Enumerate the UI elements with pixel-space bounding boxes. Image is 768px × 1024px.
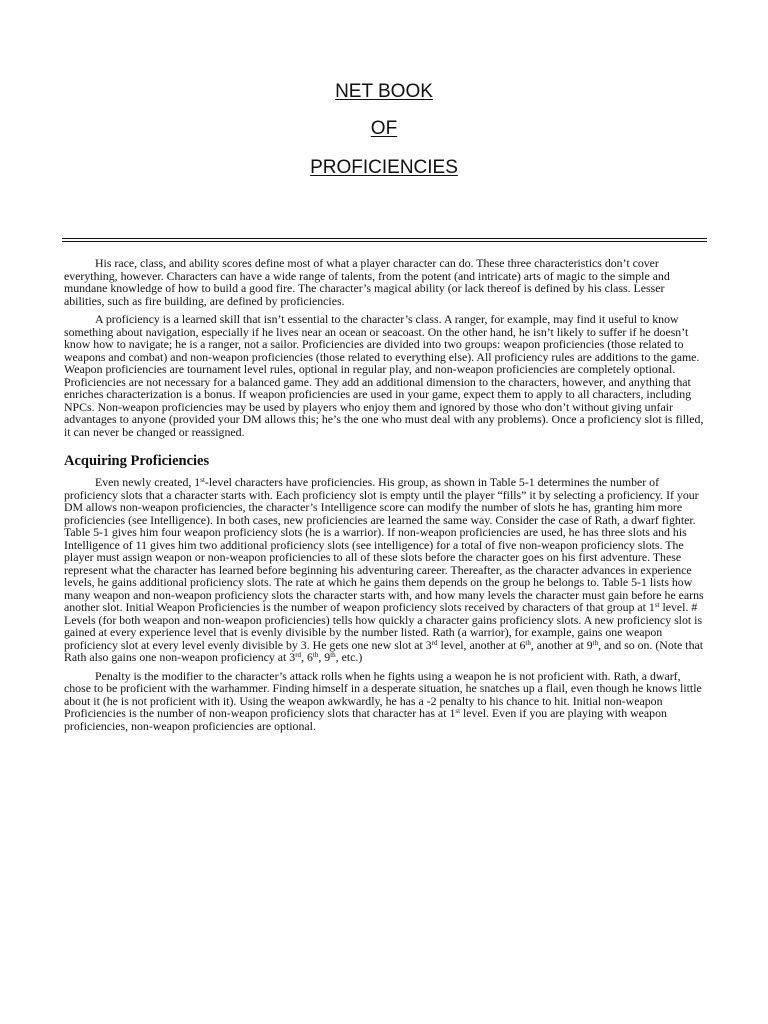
intro-paragraph-2: A proficiency is a learned skill that isn’t essential to the character’s class. A ranger, for example, may find it useful to know something about navigation, especially if he lives near an ocean or seacoast. On the other hand, he isn’t likely to suffer if he doesn’t know how to navigate; he is a ranger, not a sailor. Proficiencies are divided into two groups: weapon proficiencies (those related to weapons and combat) and non-weapon proficiencies (those related to everything else). All proficiency rules are additions to the game. Weapon proficiencies are tournament level rules, optional in regular play, and non-weapon proficiencies are completely optional. Proficiencies are not necessary for a balanced game. They add an additional dimension to the characters, however, and anything that enriches characterization is a bonus. If weapon proficiencies are used in your game, expect them to apply to all characters, including NPCs. Non-weapon proficiencies may be used by players who enjoy them and ignored by those who don’t without giving unfair advantages to anyone (provided your DM allows this; he’s the one who must deal with any problems). Once a proficiency slot is filled, it can never be changed or reassigned. [64,312,704,439]
title-divider-top [62,238,707,239]
title-line-2: OF [370,118,398,139]
title-line-1: NET BOOK [335,81,433,102]
intro-paragraph-1: His race, class, and ability scores define most of what a player character can do. These three characteristics don’t cover everything, however. Characters can have a wide range of talents, from the potent (and intricate) arts of magic to the simple and mundane knowledge of how to build a good fire. The character’s magical ability (or lack thereof is defined by his class. Lesser abilities, such as fire building, are defined by proficiencies. [64,256,670,308]
document-title [0,82,768,178]
title-divider-bottom [62,241,707,242]
section-heading: Acquiring Proficiencies [64,453,210,469]
section-paragraph-1: Even newly created, 1st-level characters have proficiencies. His group, as shown in Table 5-1 determines the number of proficiency slots that a character starts with. Each proficiency slot is empty until the player “fills” it by selecting a proficiency. If your DM allows non-weapon proficiencies, the character’s Intelligence score can modify the number of slots he has, granting him more proficiencies (see Intelligence). In both cases, new proficiencies are learned the same way. Consider the case of Rath, a dwarf fighter. Table 5-1 gives him four weapon proficiency slots (he is a warrior). If non-weapon proficiencies are used, he has three slots and his Intelligence of 11 gives him two additional proficiency slots (see intelligence) for a total of five non-weapon proficiency slots. The player must assign weapon or non-weapon proficiencies to all of these slots before the character goes on his first adventure. These represent what the character has learned before beginning his adventuring career. Thereafter, as the character advances in experience levels, he gains additional proficiency slots. The rate at which he gains them depends on the group he belongs to. Table 5-1 lists how many weapon and non-weapon proficiency slots the character starts with, and how many levels the character must gain before he earns another slot. Initial Weapon Proficiencies is the number of weapon proficiency slots received by characters of that group at 1st level. # Levels (for both weapon and non-weapon proficiencies) tells how quickly a character gains proficiency slots. A new proficiency slot is gained at every experience level that is evenly divisible by the number listed. Rath (a warrior), for example, gains one weapon proficiency slot at every level evenly divisible by 3. He gets one new slot at 3rd level, another at 6th, another at 9th, and so on. (Note that Rath also gains one non-weapon proficiency at 3rd, 6th, 9th, etc.) [64,475,704,664]
section-paragraph-2: Penalty is the modifier to the character’s attack rolls when he fights using a weapon he is not proficient with. Rath, a dwarf, chose to be proficient with the warhammer. Finding himself in a desperate situation, he snatches up a flail, even though he knows little about it (he is not proficient with it). Using the weapon awkwardly, he has a -2 penalty to his chance to hit. Initial non-weapon Proficiencies is the number of non-weapon proficiency slots that character has at 1st level. Even if you are playing with weapon proficiencies, non-weapon proficiencies are optional. [64,668,702,733]
title-line-3: PROFICIENCIES [310,157,458,178]
document-body [64,257,706,738]
